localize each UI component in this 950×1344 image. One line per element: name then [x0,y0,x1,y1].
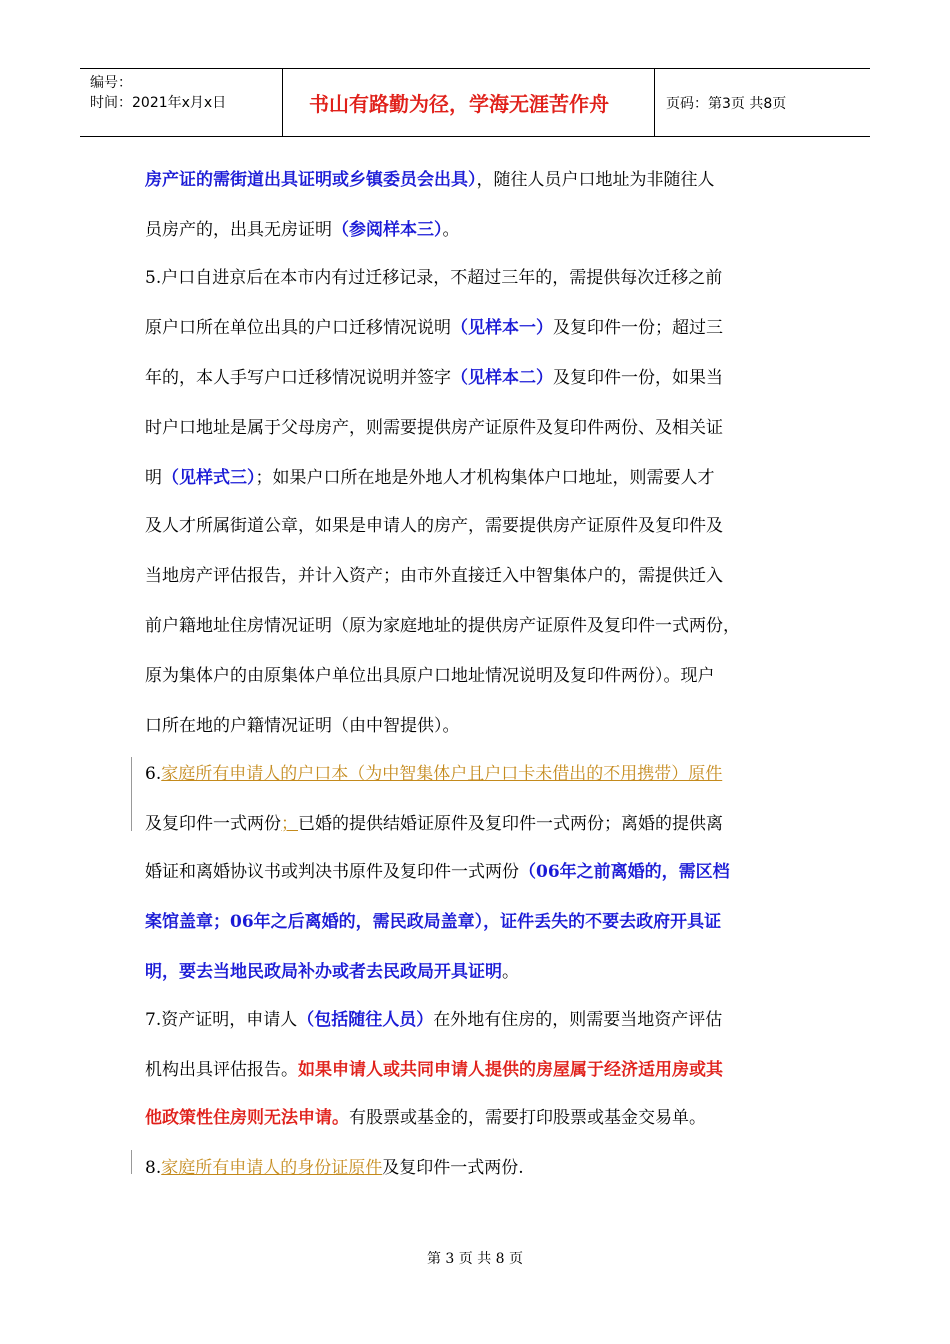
emphasis-text: 他政策性住房则无法申请。 [145,1108,349,1128]
text-segment: 有股票或基金的，需要打印股票或基金交易单。 [349,1108,706,1128]
page-header [80,68,870,137]
date-label: 时间：2021年x月x日 [90,95,227,111]
header-divider [654,69,655,136]
text-segment: 机构出具评估报告。 [145,1060,298,1080]
text-line [145,1106,706,1130]
text-segment: ，随往人员户口地址为非随往人 [476,170,715,190]
text-line [145,266,722,290]
emphasis-text: （见样式三） [162,468,256,488]
text-segment: 及复印件一份；超过三 [553,318,723,338]
header-meta [90,73,226,113]
text-segment: 明 [145,468,162,488]
text-line [145,316,723,340]
text-segment: 及复印件一式两份 [145,814,281,834]
text-segment: 年的，本人手写户口迁移情况说明并签字 [145,368,451,388]
text-line [145,812,723,836]
text-segment: ；如果户口所在地是外地人才机构集体户口地址，则需要人才 [255,468,715,488]
emphasis-text: （见样本一） [451,318,553,338]
text-line [145,1156,524,1180]
text-segment: 及复印件一式两份. [382,1158,524,1178]
text-segment: 婚证和离婚协议书或判决书原件及复印件一式两份 [145,862,519,882]
underlined-text: 家庭所有申请人的身份证原件 [161,1158,383,1178]
text-segment: 原户口所在单位出具的户口迁移情况说明 [145,318,451,338]
number-label: 编号： [90,75,132,91]
header-motto: 书山有路勤为径，学海无涯苦作舟 [309,92,609,116]
text-line [145,910,721,934]
text-line [145,714,460,738]
emphasis-text: 如果申请人或共同申请人提供的房屋属于经济适用房或其 [298,1060,723,1080]
emphasis-text: 房产证的需街道出具证明或乡镇委员会出具） [145,170,477,190]
text-segment: 时户口地址是属于父母房产，则需要提供房产证原件及复印件两份、及相关证 [145,418,723,438]
text-segment: 7.资产证明，申请人 [145,1010,298,1030]
text-line [145,366,723,390]
emphasis-text: （参阅样本三） [332,220,443,240]
revision-bar [131,1150,132,1174]
page-footer: 第 3 页 共 8 页 [426,1251,524,1267]
underlined-text: ； [281,814,298,834]
emphasis-text: 明，要去当地民政局补办或者去民政局开具证明 [145,962,502,982]
text-segment: 及人才所属街道公章，如果是申请人的房产，需要提供房产证原件及复印件及 [145,516,723,536]
text-segment: 8. [145,1158,162,1178]
text-line [145,1008,722,1032]
emphasis-text: （见样本二） [451,368,553,388]
text-segment: 当地房产评估报告，并计入资产；由市外直接迁入中智集体户的，需提供迁入 [145,566,723,586]
text-segment: 在外地有住房的，则需要当地资产评估 [433,1010,723,1030]
text-line [145,564,723,588]
emphasis-text: 案馆盖章；06年之后离婚的，需民政局盖章），证件丢失的不要去政府开具证 [145,912,722,932]
text-segment: 5.户口自进京后在本市内有过迁移记录，不超过三年的，需提供每次迁移之前 [145,268,723,288]
text-line [145,416,723,440]
emphasis-text: （包括随往人员） [297,1010,434,1030]
text-segment: 前户籍地址住房情况证明（原为家庭地址的提供房产证原件及复印件一式两份， [145,616,740,636]
text-segment: 及复印件一份，如果当 [553,368,723,388]
text-line [145,960,519,984]
text-line [145,466,715,490]
text-line [145,664,715,688]
text-line [145,168,715,192]
header-divider [282,69,283,136]
header-page-info: 页码：第3页 共8页 [666,96,787,112]
text-segment: 原为集体户的由原集体户单位出具原户口地址情况说明及复印件两份）。现户 [145,666,715,686]
text-line [145,1058,723,1082]
underlined-text: 家庭所有申请人的户口本（为中智集体户且户口卡未借出的不用携带）原件 [161,764,723,784]
text-line [145,218,460,242]
emphasis-text: （06年之前离婚的，需区档 [519,862,730,882]
text-segment: 已婚的提供结婚证原件及复印件一式两份；离婚的提供离 [298,814,723,834]
text-segment: 。 [502,962,519,982]
text-segment: 口所在地的户籍情况证明（由中智提供）。 [145,716,460,736]
text-line [145,860,730,884]
text-line [145,614,740,638]
text-segment: 。 [442,220,460,240]
text-segment: 员房产的，出具无房证明 [145,220,332,240]
text-line [145,514,723,538]
text-line [145,762,722,786]
revision-bar [131,757,132,831]
text-segment: 6. [145,764,162,784]
